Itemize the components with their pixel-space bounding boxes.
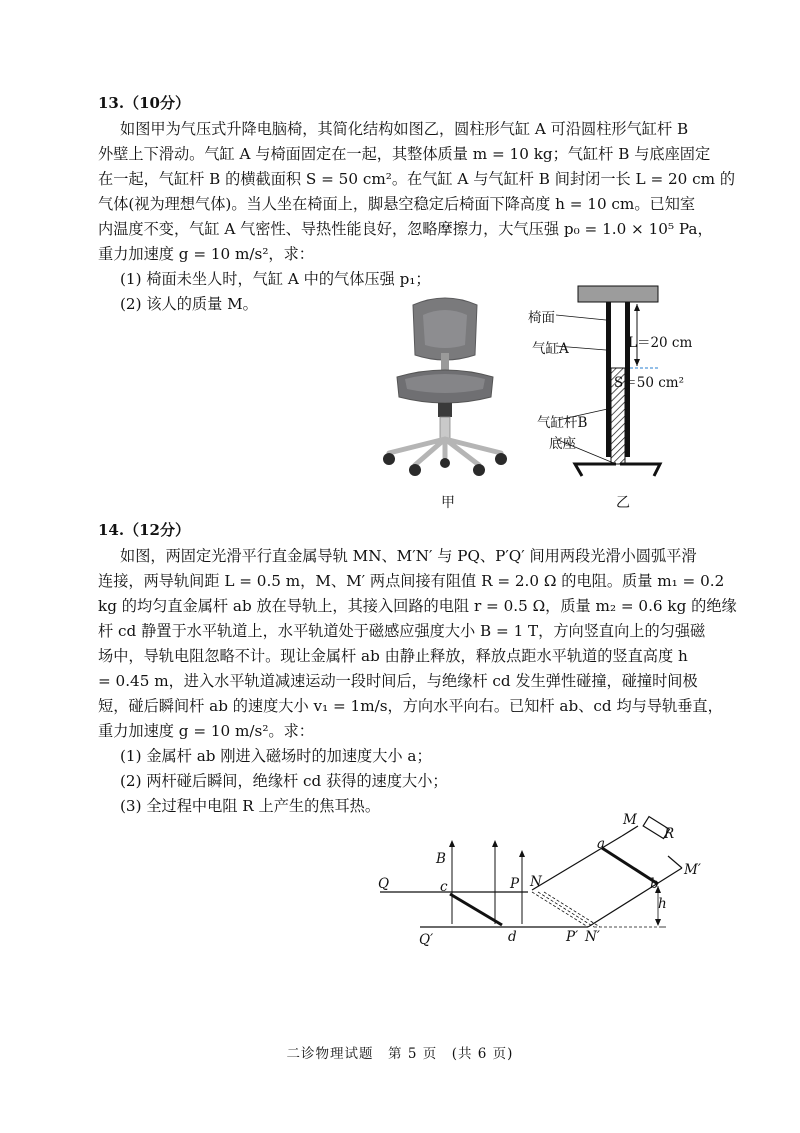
- rail-mn-prime: [588, 868, 682, 927]
- label-N-prime: N′: [585, 929, 600, 945]
- q14-line-6: = 0.45 m，进入水平轨道减速运动一段时间后，与绝缘杆 cd 发生弹性碰撞，碰撞时间极: [98, 672, 698, 690]
- page-footer: 二诊物理试题 第 5 页 (共 6 页): [286, 1046, 514, 1062]
- label-M-prime: M′: [684, 862, 701, 878]
- q14-header: 14.（12分）: [98, 521, 190, 539]
- label-seat: 椅面: [528, 310, 555, 326]
- label-area: S＝50 cm²: [614, 375, 684, 391]
- q13-line-1: 如图甲为气压式升降电脑椅，其简化结构如图乙，圆柱形气缸 A 可沿圆柱形气缸杆 B: [120, 120, 689, 138]
- q13-line-5: 内温度不变，气缸 A 气密性、导热性能良好，忽略摩擦力，大气压强 p₀ = 1.0 × 10⁵ Pa，: [98, 220, 713, 238]
- label-B: B: [436, 851, 446, 867]
- label-base: 底座: [549, 436, 576, 452]
- label-b: b: [650, 876, 659, 892]
- q13-header: 13.（10分）: [98, 94, 190, 112]
- rail-diagram: [360, 812, 800, 952]
- label-rod-b: 气缸杆B: [537, 415, 588, 431]
- label-a: a: [597, 836, 606, 852]
- q14-line-4: 杆 cd 静置于水平轨道上，水平轨道处于磁感应强度大小 B = 1 T，方向竖直向上的匀强磁: [98, 622, 706, 640]
- q14-line-7: 短，碰后瞬间杆 ab 的速度大小 v₁ = 1m/s，方向水平向右。已知杆 ab、cd 均与导轨垂直，: [98, 697, 723, 715]
- q13-line-4: 气体(视为理想气体)。当人坐在椅面上，脚悬空稳定后椅面下降高度 h = 10 cm。已知室: [98, 195, 696, 213]
- label-length: L＝20 cm: [628, 335, 693, 351]
- label-Q-prime: Q′: [419, 932, 434, 948]
- q13-line-3: 在一起，气缸杆 B 的横截面积 S = 50 cm²。在气缸 A 与气缸杆 B 间封闭一长 L = 20 cm 的: [98, 170, 736, 188]
- rod-cd: [450, 894, 502, 925]
- label-N: N: [530, 874, 542, 890]
- label-cylinder-a: 气缸A: [532, 341, 569, 357]
- q14-line-3: kg 的均匀直金属杆 ab 放在导轨上，其接入回路的电阻 r = 0.5 Ω，质量 m₂ = 0.6 kg 的绝缘: [98, 597, 737, 615]
- q14-line-1: 如图，两固定光滑平行直金属导轨 MN、M′N′ 与 PQ、P′Q′ 间用两段光滑小圆弧平滑: [120, 547, 697, 565]
- q14-sub-2: (2) 两杆碰后瞬间，绝缘杆 cd 获得的速度大小；: [120, 772, 448, 790]
- label-P: P: [510, 876, 520, 892]
- q13-sub-2: (2) 该人的质量 M。: [120, 295, 258, 313]
- q14-line-2: 连接，两导轨间距 L = 0.5 m，M、M′ 两点间接有阻值 R = 2.0 Ω 的电阻。质量 m₁ = 0.2: [98, 572, 725, 590]
- q13-line-6: 重力加速度 g = 10 m/s²，求：: [98, 245, 314, 263]
- q13-sub-1: (1) 椅面未坐人时，气缸 A 中的气体压强 p₁；: [120, 270, 431, 288]
- label-P-prime: P′: [566, 929, 579, 945]
- q14-sub-1: (1) 金属杆 ab 刚进入磁场时的加速度大小 a；: [120, 747, 432, 765]
- q13-line-2: 外壁上下滑动。气缸 A 与椅面固定在一起，其整体质量 m = 10 kg；气缸杆 B 与底座固定: [98, 145, 711, 163]
- label-h: h: [658, 896, 667, 912]
- label-M: M: [623, 812, 637, 828]
- label-R: R: [664, 826, 675, 842]
- rail-mn: [532, 836, 622, 890]
- cylinder-schematic: [520, 280, 770, 510]
- q14-sub-3: (3) 全过程中电阻 R 上产生的焦耳热。: [120, 797, 381, 815]
- label-c: c: [440, 879, 448, 895]
- figure-yi-caption: 乙: [616, 495, 630, 511]
- q14-line-5: 场中，导轨电阻忽略不计。现让金属杆 ab 由静止释放，释放点距水平轨道的竖直高度 h: [98, 647, 688, 665]
- figure-jia-caption: 甲: [441, 495, 455, 511]
- chair-illustration: [375, 293, 515, 478]
- label-d: d: [508, 929, 517, 945]
- q14-line-8: 重力加速度 g = 10 m/s²。求：: [98, 722, 314, 740]
- question-14: [98, 519, 737, 819]
- label-Q: Q: [378, 876, 390, 892]
